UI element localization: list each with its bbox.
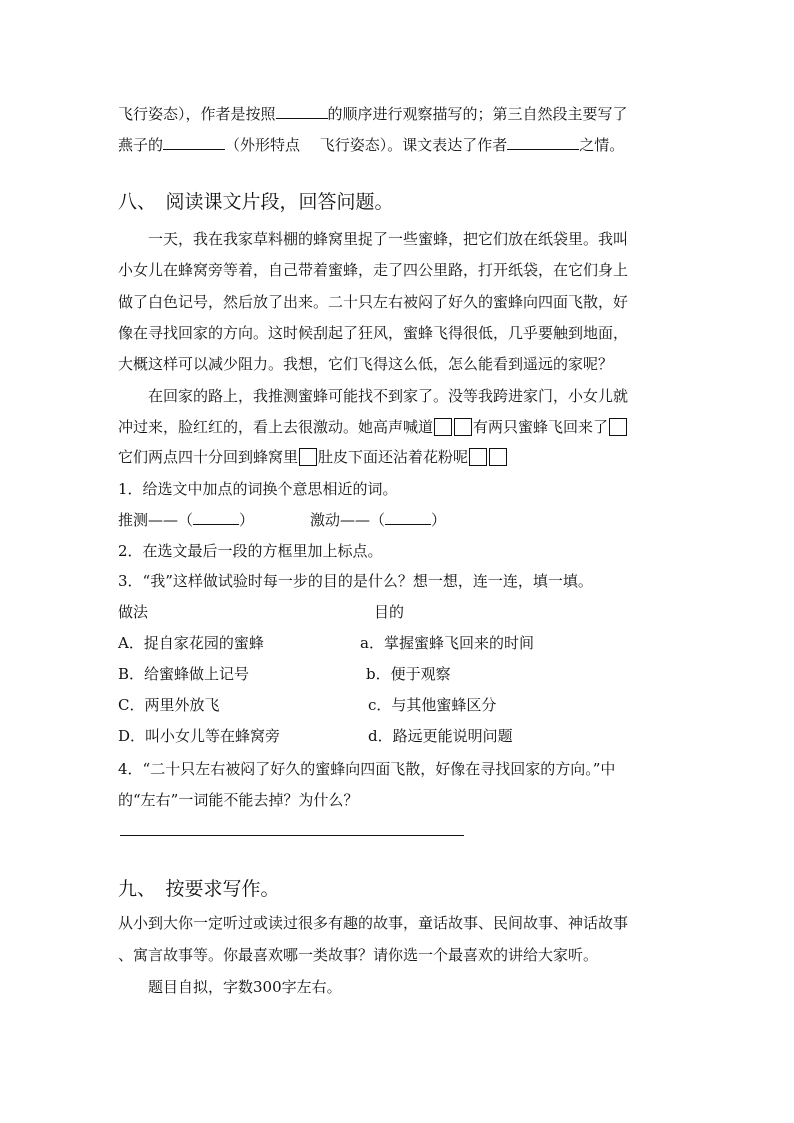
- match-right-item[interactable]: b．便于观察: [366, 665, 451, 683]
- p2-3a-text: 它们两点四十分回到蜂窝里: [118, 448, 299, 466]
- punct-box[interactable]: [454, 418, 472, 436]
- top-l2c: 之情。: [579, 136, 625, 154]
- passage-line: 大概这样可以减少阻力。我想，它们飞得这么低，怎么能看到遥远的家呢？: [118, 355, 614, 373]
- section-8-heading: 八、 阅读课文片段，回答问题。: [118, 191, 394, 213]
- q1-answers: [118, 510, 446, 530]
- question-1: 1．给选文中加点的词换个意思相近的词。: [118, 480, 398, 498]
- section-9-heading: 九、 按要求写作。: [118, 878, 280, 900]
- col-right-header: 目的: [374, 603, 405, 621]
- question-4-line-1: 4．“二十只左右被闷了好久的蜜蜂向四面飞散，好像在寻找回家的方向。”中: [118, 760, 616, 778]
- passage-line: 在回家的路上，我推测蜜蜂可能找不到家了。没等我跨进家门，小女儿就: [118, 387, 629, 405]
- match-left-item[interactable]: C．两里外放飞: [118, 696, 220, 714]
- punct-box[interactable]: [434, 418, 452, 436]
- passage-line: 像在寻找回家的方向。这时候刮起了狂风，蜜蜂飞得很低，几乎要触到地面，: [118, 324, 629, 342]
- question-2: 2．在选文最后一段的方框里加上标点。: [118, 542, 383, 560]
- match-left-item[interactable]: B．给蜜蜂做上记号: [118, 665, 250, 683]
- writing-prompt-line: 、寓言故事等。你最喜欢哪一类故事？请你选一个最喜欢的讲给大家听。: [118, 946, 599, 964]
- match-right-item[interactable]: a．掌握蜜蜂飞回来的时间: [360, 634, 534, 652]
- top-l2b: （外形特点 飞行姿态）。课文表达了作者: [225, 136, 508, 154]
- q1-a-label: 推测——（: [118, 511, 194, 529]
- match-right-item[interactable]: d．路远更能说明问题: [368, 727, 513, 745]
- top-line-2: [118, 135, 624, 155]
- blank-order[interactable]: [276, 104, 328, 119]
- punct-box[interactable]: [299, 448, 317, 466]
- q1-b-close: ）: [431, 511, 447, 529]
- passage-line: 做了白色记号，然后放了出来。二十只左右被闷了好久的蜜蜂向四面飞散，好: [118, 293, 629, 311]
- top-line-1: [118, 104, 628, 124]
- punct-box[interactable]: [489, 448, 507, 466]
- p2-2-text: 冲过来，脸红红的，看上去很激动。她高声喊道: [118, 418, 434, 436]
- question-3: 3．“我”这样做试验时每一步的目的是什么？想一想，连一连，填一填。: [118, 572, 593, 590]
- blank-swallow[interactable]: [163, 135, 225, 150]
- writing-requirement: 题目自拟，字数300字左右。: [118, 978, 342, 996]
- punct-box[interactable]: [609, 418, 627, 436]
- match-left-item[interactable]: A．捉自家花园的蜜蜂: [118, 634, 264, 652]
- blank-q1b[interactable]: [385, 510, 431, 525]
- q1-b-label: 激动——（: [310, 511, 386, 529]
- p2-3b-text: 肚皮下面还沾着花粉呢: [318, 448, 469, 466]
- question-4-line-2: 的“左右”一词能不能去掉？为什么？: [118, 791, 359, 809]
- answer-line[interactable]: [120, 835, 464, 836]
- passage-line: 小女儿在蜂窝旁等着，自己带着蜜蜂，走了四公里路，打开纸袋，在它们身上: [118, 261, 629, 279]
- passage-line-boxes-1: [118, 417, 628, 437]
- blank-q1a[interactable]: [193, 510, 239, 525]
- passage-line: 一天，我在我家草料棚的蜂窝里捉了一些蜜蜂，把它们放在纸袋里。我叫: [118, 230, 629, 248]
- top-l1b: 的顺序进行观察描写的；第三自然段主要写了: [327, 105, 628, 123]
- punct-box[interactable]: [469, 448, 487, 466]
- col-left-header: 做法: [118, 603, 149, 621]
- top-l1a: 飞行姿态），作者是按照: [118, 105, 276, 123]
- blank-feeling[interactable]: [507, 135, 579, 150]
- q1-a-close: ）: [239, 511, 255, 529]
- match-right-item[interactable]: c．与其他蜜蜂区分: [368, 696, 497, 714]
- match-left-item[interactable]: D．叫小女儿等在蜂窝旁: [118, 727, 281, 745]
- passage-line-boxes-2: [118, 447, 508, 467]
- top-l2a: 燕子的: [118, 136, 164, 154]
- writing-prompt-line: 从小到大你一定听过或读过很多有趣的故事，童话故事、民间故事、神话故事: [118, 914, 629, 932]
- p2-2b-text: 有两只蜜蜂飞回来了: [473, 418, 609, 436]
